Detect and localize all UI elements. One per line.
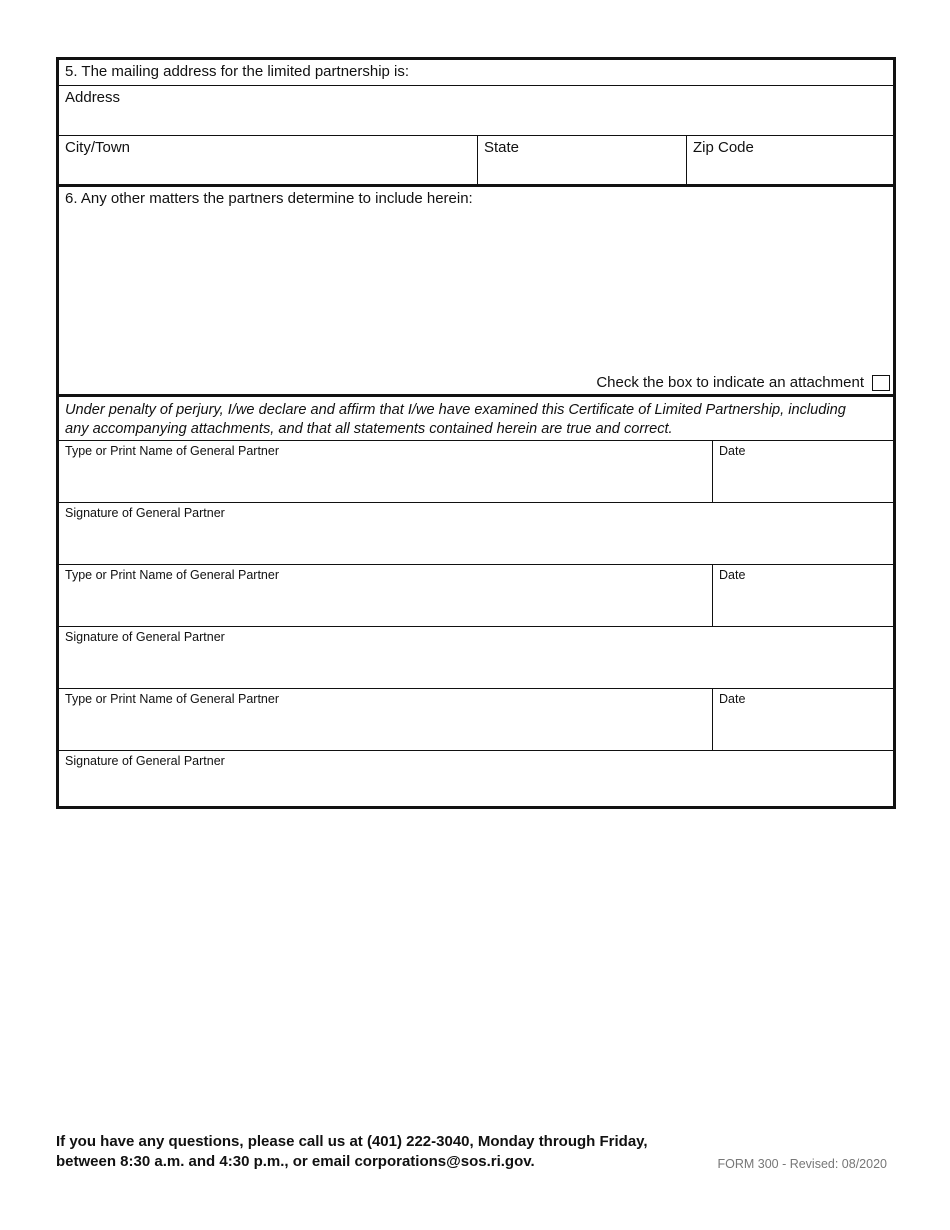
contact-line-1: If you have any questions, please call us at (401) 222-3040, Monday through Friday,	[56, 1133, 648, 1150]
partner-name-row	[59, 565, 893, 627]
address-label: Address	[65, 89, 121, 106]
contact-line-2: between 8:30 a.m. and 4:30 p.m., or email corporations@sos.ri.gov.	[56, 1153, 535, 1170]
partner-signature-field[interactable]	[59, 627, 893, 689]
declaration-row	[59, 397, 893, 441]
mailing-heading-row	[59, 60, 893, 86]
partner-signature-label: Signature of General Partner	[65, 506, 225, 520]
partner-date-label: Date	[719, 444, 746, 458]
partner-signature-label: Signature of General Partner	[65, 754, 225, 768]
city-field[interactable]	[59, 136, 477, 184]
partner-date-label: Date	[719, 692, 746, 706]
partner-signature-field[interactable]	[59, 751, 893, 806]
city-state-zip-row	[59, 136, 893, 187]
partner-date-field[interactable]	[712, 689, 893, 750]
other-matters-heading: 6. Any other matters the partners determine to include herein:	[65, 190, 473, 207]
other-matters-field[interactable]	[59, 187, 893, 397]
partner-name-field[interactable]	[59, 441, 712, 502]
partner-date-field[interactable]	[712, 565, 893, 626]
address-field[interactable]	[59, 86, 893, 136]
attachment-label: Check the box to indicate an attachment	[596, 374, 864, 391]
partner-name-field[interactable]	[59, 565, 712, 626]
partner-signature-label: Signature of General Partner	[65, 630, 225, 644]
partner-name-row	[59, 441, 893, 503]
partner-date-label: Date	[719, 568, 746, 582]
state-field[interactable]	[477, 136, 686, 184]
form-number: FORM 300 - Revised: 08/2020	[717, 1157, 887, 1171]
partner-date-field[interactable]	[712, 441, 893, 502]
attachment-check	[596, 374, 890, 391]
partner-name-label: Type or Print Name of General Partner	[65, 444, 279, 458]
zip-field[interactable]	[686, 136, 893, 184]
partner-name-row	[59, 689, 893, 751]
certificate-form	[56, 57, 896, 809]
declaration-text: Under penalty of perjury, I/we declare and affirm that I/we have examined this Certificate of Limited Partnership, including any accompanying attachments, and that all statements contained herein are true and correct.	[65, 402, 846, 437]
mailing-heading: 5. The mailing address for the limited partnership is:	[65, 63, 410, 80]
partner-signature-field[interactable]	[59, 503, 893, 565]
contact-info	[56, 1132, 648, 1172]
partner-name-field[interactable]	[59, 689, 712, 750]
partner-name-label: Type or Print Name of General Partner	[65, 692, 279, 706]
zip-label: Zip Code	[693, 139, 754, 156]
partner-name-label: Type or Print Name of General Partner	[65, 568, 279, 582]
attachment-checkbox[interactable]	[872, 375, 890, 391]
state-label: State	[484, 139, 520, 156]
city-label: City/Town	[65, 139, 131, 156]
